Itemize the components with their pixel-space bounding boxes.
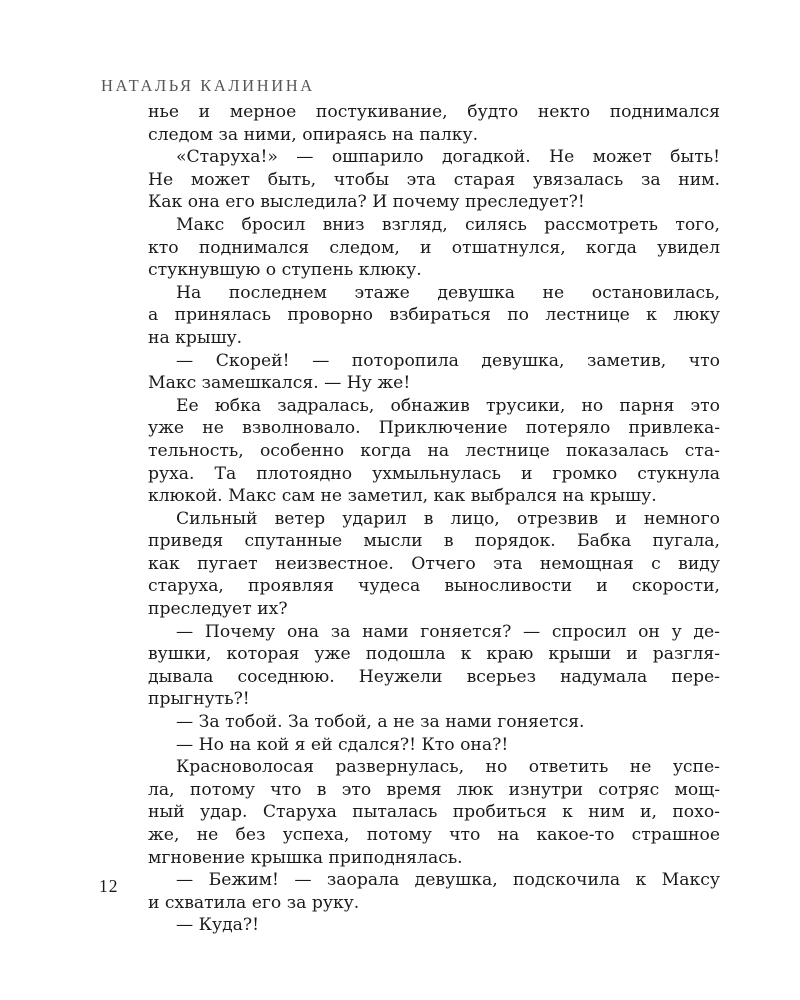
text-line: «Старуха!» — ошпарило догадкой. Не может быть! [176, 147, 720, 168]
text-line: дывала соседнюю. Неужели всерьез надумала пере- [148, 666, 720, 687]
text-line: Сильный ветер ударил в лицо, отрезвив и немного [176, 508, 720, 529]
text-line: же, не без успеха, потому что на какое-то страшное [148, 825, 720, 845]
text-line: руха. Та плотоядно ухмыльнулась и громко стукнула [148, 463, 720, 484]
body-text [148, 101, 720, 937]
text-line: нье и мерное постукивание, будто некто поднимался [148, 102, 720, 122]
text-line: на крышу. [148, 327, 243, 348]
text-line: а принялась проворно взбираться по лестнице к люку [148, 305, 720, 326]
text-line: — Но на кой я ей сдался?! Кто она?! [176, 734, 509, 755]
text-line: — Почему она за нами гоняется? — спросил он у де- [176, 621, 720, 642]
text-line: преследует их? [148, 599, 288, 620]
text-line: следом за ними, опираясь на палку. [148, 124, 479, 145]
text-line: — Куда?! [176, 915, 260, 936]
text-line: стукнувшую о ступень клюку. [148, 260, 422, 281]
text-line: — Бежим! — заорала девушка, подскочила к Максу [176, 870, 720, 891]
running-head: НАТАЛЬЯ КАЛИНИНА [101, 76, 315, 95]
text-line: прыгнуть?! [148, 689, 250, 710]
text-line: На последнем этаже девушка не остановилась, [176, 282, 720, 303]
text-line: ный удар. Старуха пыталась пробиться к ним и, похо- [148, 802, 720, 823]
text-line: — За тобой. За тобой, а не за нами гоняется. [176, 712, 585, 733]
text-line: Не может быть, чтобы эта старая увязалась за ним. [148, 169, 720, 190]
text-line: мгновение крышка приподнялась. [148, 847, 463, 868]
text-line: как пугает неизвестное. Отчего эта немощная с виду [148, 553, 720, 574]
text-line: Красноволосая развернулась, но ответить не успе- [176, 757, 720, 778]
page-number: 12 [99, 876, 119, 896]
text-line: клюкой. Макс сам не заметил, как выбрался на крышу. [148, 486, 657, 507]
text-line: вушки, которая уже подошла к краю крыши и разгля- [148, 644, 720, 665]
text-line: ла, потому что в это время люк изнутри сотряс мощ- [148, 779, 720, 800]
text-line: кто поднимался следом, и отшатнулся, когда увидел [148, 237, 720, 258]
text-line: тельность, особенно когда на лестнице показалась ста- [148, 440, 720, 461]
text-line: Как она его выследила? И почему преследует?! [148, 192, 585, 213]
text-line: уже не взволновало. Приключение потеряло привлека- [148, 418, 720, 439]
text-line: и схватила его за руку. [148, 892, 360, 913]
text-line: — Скорей! — поторопила девушка, заметив, что [176, 350, 720, 371]
text-line: Ее юбка задралась, обнажив трусики, но парня это [176, 395, 720, 416]
text-line: Макс бросил вниз взгляд, силясь рассмотреть того, [176, 214, 720, 235]
text-line: Макс замешкался. — Ну же! [148, 373, 411, 394]
text-line: приведя спутанные мысли в порядок. Бабка пугала, [148, 531, 720, 552]
text-line: старуха, проявляя чудеса выносливости и скорости, [148, 576, 720, 597]
